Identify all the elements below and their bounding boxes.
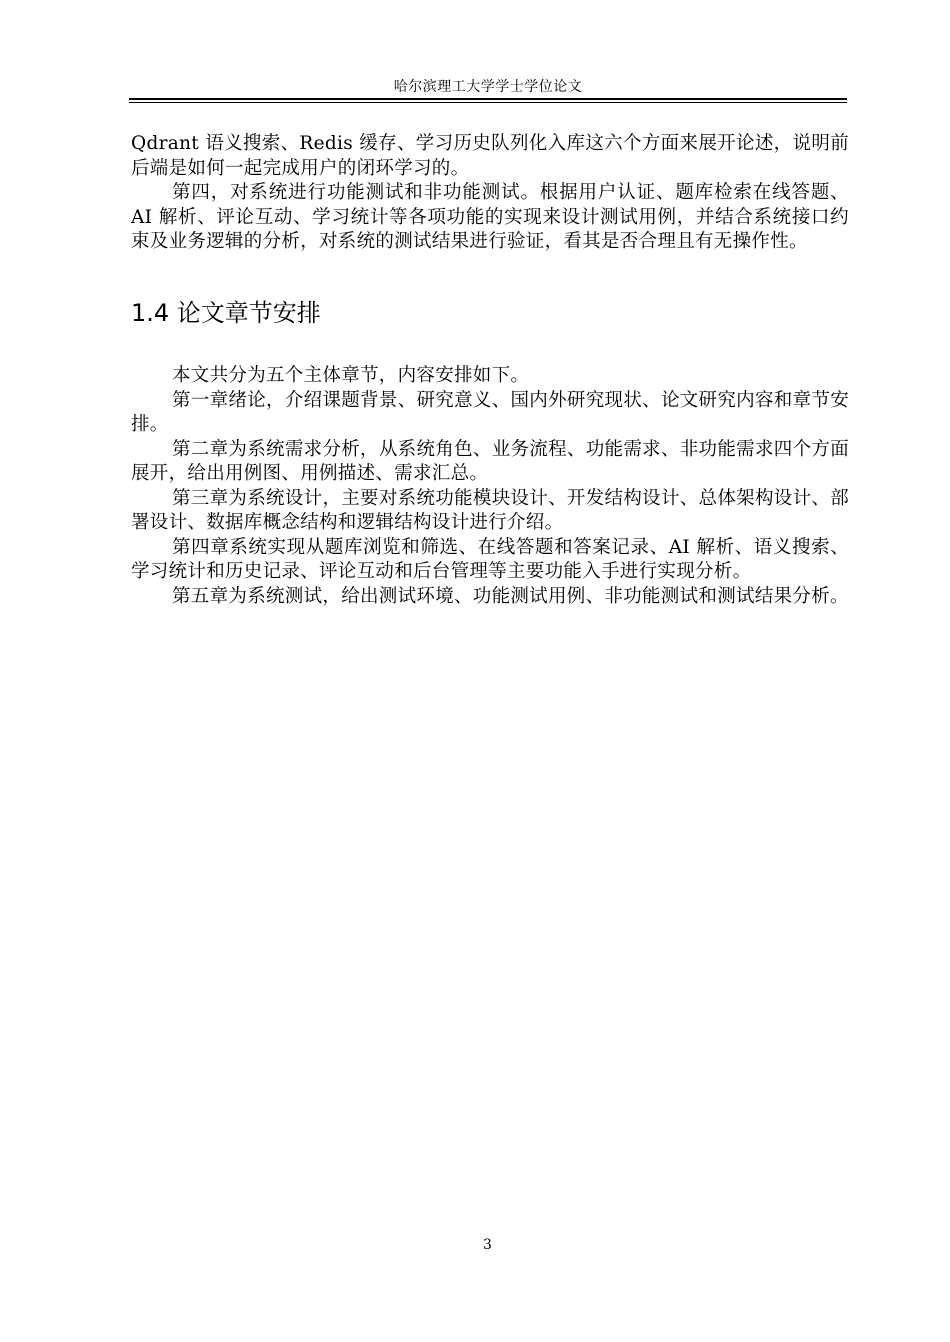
section-text-block [131, 364, 849, 609]
body-paragraph: 第二章为系统需求分析，从系统角色、业务流程、功能需求、非功能需求四个方面展开，给出用例图、用例描述、需求汇总。 [131, 438, 849, 484]
body-paragraph: 第四章系统实现从题库浏览和筛选、在线答题和答案记录、AI 解析、语义搜索、学习统计和历史记录、评论互动和后台管理等主要功能入手进行实现分析。 [131, 536, 849, 582]
running-header: 哈尔滨理工大学学士学位论文 [393, 79, 583, 95]
section-heading: 1.4 论文章节安排 [131, 299, 321, 327]
body-paragraph: 第三章为系统设计，主要对系统功能模块设计、开发结构设计、总体架构设计、部署设计、数据库概念结构和逻辑结构设计进行介绍。 [131, 487, 849, 533]
body-paragraph: 第一章绪论，介绍课题背景、研究意义、国内外研究现状、论文研究内容和章节安排。 [131, 389, 849, 435]
page-number: 3 [483, 1237, 492, 1253]
body-paragraph: 第五章为系统测试，给出测试环境、功能测试用例、非功能测试和测试结果分析。 [172, 585, 849, 607]
header-rule-thin [129, 102, 847, 103]
body-paragraph: Qdrant 语义搜索、Redis 缓存、学习历史队列化入库这六个方面来展开论述，说明前后端是如何一起完成用户的闭环学习的。 [131, 133, 849, 179]
continued-text-block [131, 132, 849, 255]
body-paragraph: 本文共分为五个主体章节，内容安排如下。 [172, 365, 530, 386]
body-paragraph: 第四，对系统进行功能测试和非功能测试。根据用户认证、题库检索在线答题、AI 解析、评论互动、学习统计等各项功能的实现来设计测试用例，并结合系统接口约束及业务逻辑的分析，对系统的测试结果进行验证，看其是否合理且有无操作性。 [131, 182, 849, 252]
header-rule-thick [129, 98, 847, 100]
